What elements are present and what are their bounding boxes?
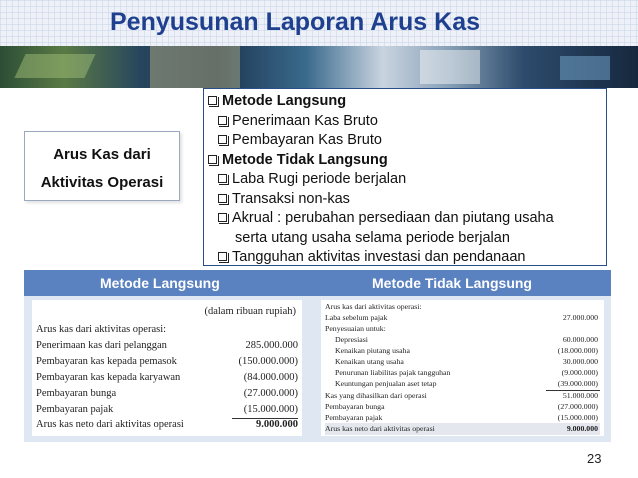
unit-note: (dalam ribuan rupiah) — [204, 306, 296, 317]
bullet-item: Metode Langsung — [204, 92, 606, 112]
checkbox-bullet-icon — [208, 155, 217, 164]
bullet-item: Akrual : perubahan persediaan dan piutang usaha — [204, 209, 606, 229]
statement-row: Keuntungan penjualan aset tetap (39.000.000) — [335, 379, 598, 388]
statement-row: Kenaikan piutang usaha (18.000.000) — [335, 346, 598, 355]
direct-method-statement — [32, 300, 302, 436]
page-number: 23 — [587, 451, 602, 466]
methods-bullet-box — [203, 88, 607, 266]
statement-heading: Arus kas dari aktivitas operasi: — [36, 324, 167, 335]
banner-shape — [420, 50, 480, 84]
statement-row: Pembayaran pajak (15.000.000) — [36, 404, 298, 415]
bullet-item: Laba Rugi periode berjalan — [204, 170, 606, 190]
bullet-item: Transaksi non-kas — [204, 190, 606, 210]
indirect-method-statement — [321, 300, 604, 436]
banner-shape — [150, 46, 240, 88]
statement-row: Pembayaran kas kepada karyawan (84.000.000) — [36, 372, 298, 383]
statement-row: Penerimaan kas dari pelanggan 285.000.000 — [36, 340, 298, 351]
header-banner-image — [0, 46, 638, 88]
box-label-line2: Aktivitas Operasi — [40, 174, 164, 191]
statement-row: Kas yang dihasilkan dari operasi 51.000.000 — [325, 391, 598, 400]
statement-heading: Arus kas dari aktivitas operasi: — [325, 302, 422, 311]
checkbox-bullet-icon — [218, 213, 227, 222]
statement-row: Pembayaran bunga (27.000.000) — [325, 402, 598, 411]
checkbox-bullet-icon — [218, 194, 227, 203]
statement-row: Pembayaran kas kepada pemasok (150.000.000) — [36, 356, 298, 367]
header-indirect-method: Metode Tidak Langsung — [372, 275, 532, 291]
slide-title: Penyusunan Laporan Arus Kas — [110, 8, 480, 36]
statement-total-row: Arus kas neto dari aktivitas operasi 9.000.000 — [325, 424, 598, 433]
checkbox-bullet-icon — [218, 252, 227, 261]
statement-row: Laba sebelum pajak 27.000.000 — [325, 313, 598, 322]
bullet-item: Pembayaran Kas Bruto — [204, 131, 606, 151]
statement-row: Penurunan liabilitas pajak tangguhan (9.000.000) — [335, 368, 598, 377]
box-label-line1: Arus Kas dari — [53, 146, 151, 163]
statement-row: Pembayaran pajak (15.000.000) — [325, 413, 598, 422]
statement-subheading: Penyesuaian untuk: — [325, 324, 386, 333]
bullet-item: Penerimaan Kas Bruto — [204, 112, 606, 132]
bullet-item: Metode Tidak Langsung — [204, 151, 606, 171]
statement-total-row: Arus kas neto dari aktivitas operasi 9.000.000 — [36, 419, 298, 430]
bullet-item: Tangguhan aktivitas investasi dan pendanaan — [204, 248, 606, 268]
checkbox-bullet-icon — [218, 116, 227, 125]
operating-activities-box — [24, 131, 180, 201]
header-direct-method: Metode Langsung — [100, 275, 220, 291]
checkbox-bullet-icon — [218, 135, 227, 144]
banner-shape — [14, 54, 95, 78]
banner-shape — [560, 56, 610, 80]
statement-row: Kenaikan utang usaha 30.000.000 — [335, 357, 598, 366]
checkbox-bullet-icon — [208, 96, 217, 105]
statement-row: Pembayaran bunga (27.000.000) — [36, 388, 298, 399]
bullet-continuation: serta utang usaha selama periode berjalan — [235, 229, 510, 246]
statement-row: Depresiasi 60.000.000 — [335, 335, 598, 344]
checkbox-bullet-icon — [218, 174, 227, 183]
